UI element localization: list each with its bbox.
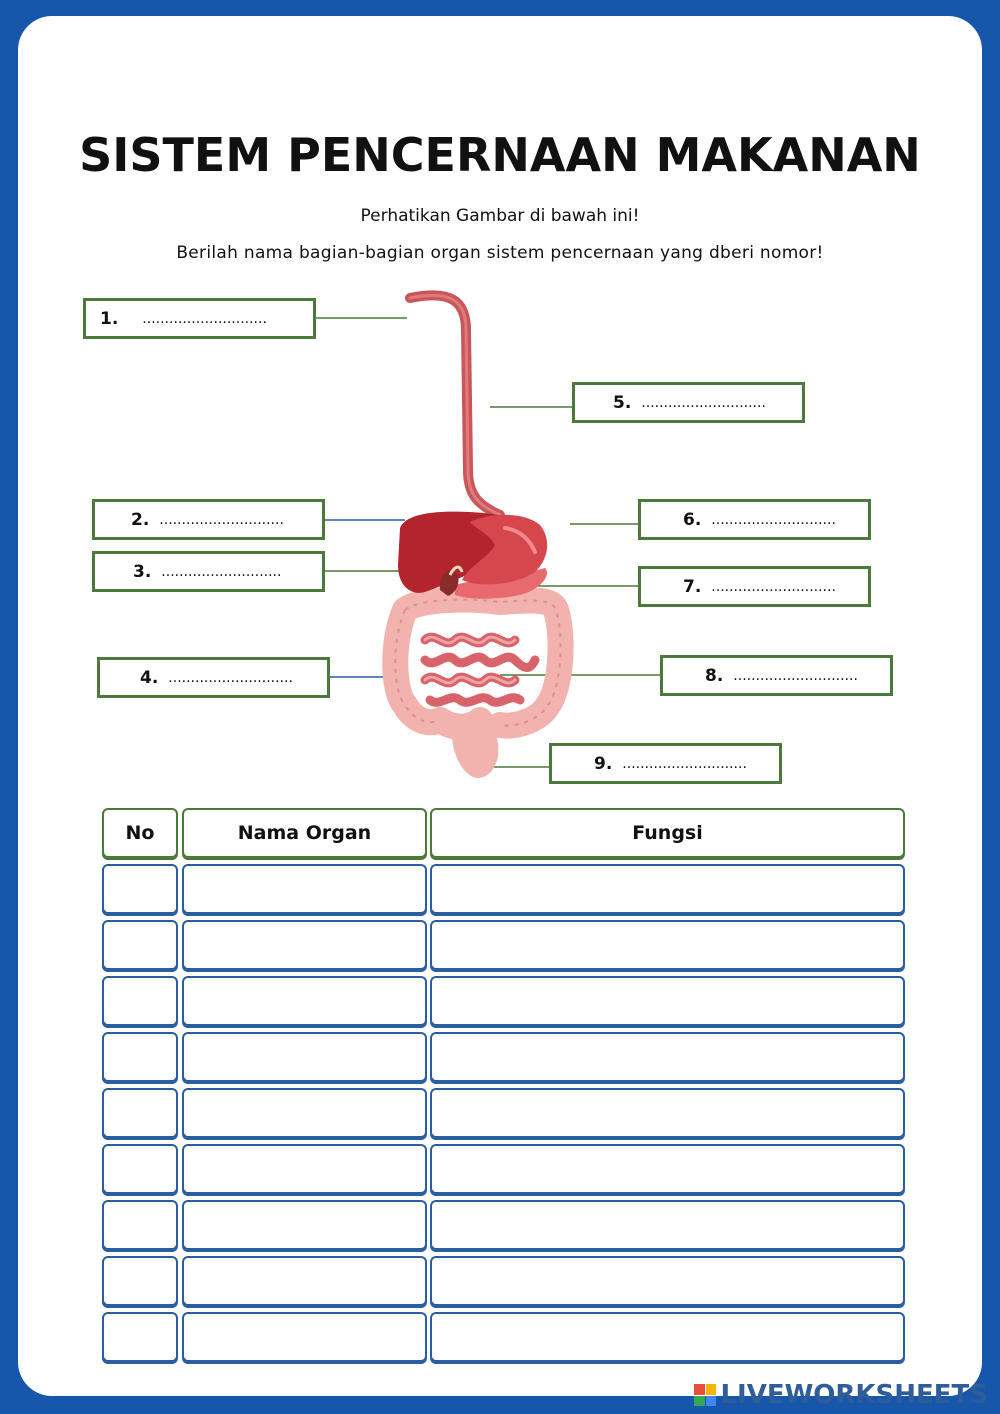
row-fungsi-cell[interactable] (430, 864, 905, 914)
label-number: 2. (131, 509, 150, 530)
label-number: 9. (594, 753, 613, 774)
row-organ-cell[interactable] (182, 1032, 427, 1082)
label-box-6[interactable] (638, 499, 871, 540)
row-no-cell[interactable] (102, 920, 178, 970)
row-no-cell[interactable] (102, 976, 178, 1026)
label-number: 1. (100, 308, 119, 329)
answer-blank: ............................ (159, 511, 284, 528)
watermark-text: LIVEWORKSHEETS (720, 1380, 988, 1410)
small-intestine-shape (425, 637, 535, 702)
label-number: 3. (133, 561, 152, 582)
row-no-cell[interactable] (102, 1200, 178, 1250)
label-box-1[interactable] (83, 298, 316, 339)
row-fungsi-cell[interactable] (430, 1144, 905, 1194)
answer-blank: ............................ (641, 394, 766, 411)
label-box-9[interactable] (549, 743, 782, 784)
row-organ-cell[interactable] (182, 1256, 427, 1306)
row-fungsi-cell[interactable] (430, 1200, 905, 1250)
label-number: 4. (140, 667, 159, 688)
header-fungsi: Fungsi (430, 808, 905, 858)
row-no-cell[interactable] (102, 1032, 178, 1082)
row-fungsi-cell[interactable] (430, 920, 905, 970)
instruction-2: Berilah nama bagian-bagian organ sistem pencernaan yang dberi nomor! (176, 243, 824, 263)
row-fungsi-cell[interactable] (430, 1088, 905, 1138)
label-box-2[interactable] (92, 499, 325, 540)
answer-blank: ............................ (733, 667, 858, 684)
row-fungsi-cell[interactable] (430, 1256, 905, 1306)
label-box-7[interactable] (638, 566, 871, 607)
label-box-3[interactable] (92, 551, 325, 592)
instruction-1: Perhatikan Gambar di bawah ini! (360, 206, 640, 226)
row-no-cell[interactable] (102, 1256, 178, 1306)
label-number: 5. (613, 392, 632, 413)
row-organ-cell[interactable] (182, 1200, 427, 1250)
row-fungsi-cell[interactable] (430, 1032, 905, 1082)
label-box-8[interactable] (660, 655, 893, 696)
row-organ-cell[interactable] (182, 1088, 427, 1138)
answer-blank: ............................ (142, 310, 267, 327)
header-nama-organ: Nama Organ (182, 808, 427, 858)
answer-blank: ........................... (161, 563, 282, 580)
header-no: No (102, 808, 178, 858)
answer-blank: ............................ (711, 578, 836, 595)
row-organ-cell[interactable] (182, 864, 427, 914)
row-organ-cell[interactable] (182, 1144, 427, 1194)
row-no-cell[interactable] (102, 864, 178, 914)
answer-blank: ............................ (711, 511, 836, 528)
row-fungsi-cell[interactable] (430, 1312, 905, 1362)
label-number: 6. (683, 509, 702, 530)
liveworksheets-logo-icon (694, 1384, 716, 1406)
row-no-cell[interactable] (102, 1312, 178, 1362)
esophagus-shape (410, 295, 500, 515)
label-box-5[interactable] (572, 382, 805, 423)
row-no-cell[interactable] (102, 1144, 178, 1194)
row-organ-cell[interactable] (182, 1312, 427, 1362)
row-organ-cell[interactable] (182, 976, 427, 1026)
row-no-cell[interactable] (102, 1088, 178, 1138)
label-number: 8. (705, 665, 724, 686)
liveworksheets-watermark (694, 1380, 988, 1410)
answer-blank: ............................ (622, 755, 747, 772)
answer-blank: ............................ (168, 669, 293, 686)
label-number: 7. (683, 576, 702, 597)
label-box-4[interactable] (97, 657, 330, 698)
row-organ-cell[interactable] (182, 920, 427, 970)
page-title: SISTEM PENCERNAAN MAKANAN (79, 128, 921, 182)
row-fungsi-cell[interactable] (430, 976, 905, 1026)
